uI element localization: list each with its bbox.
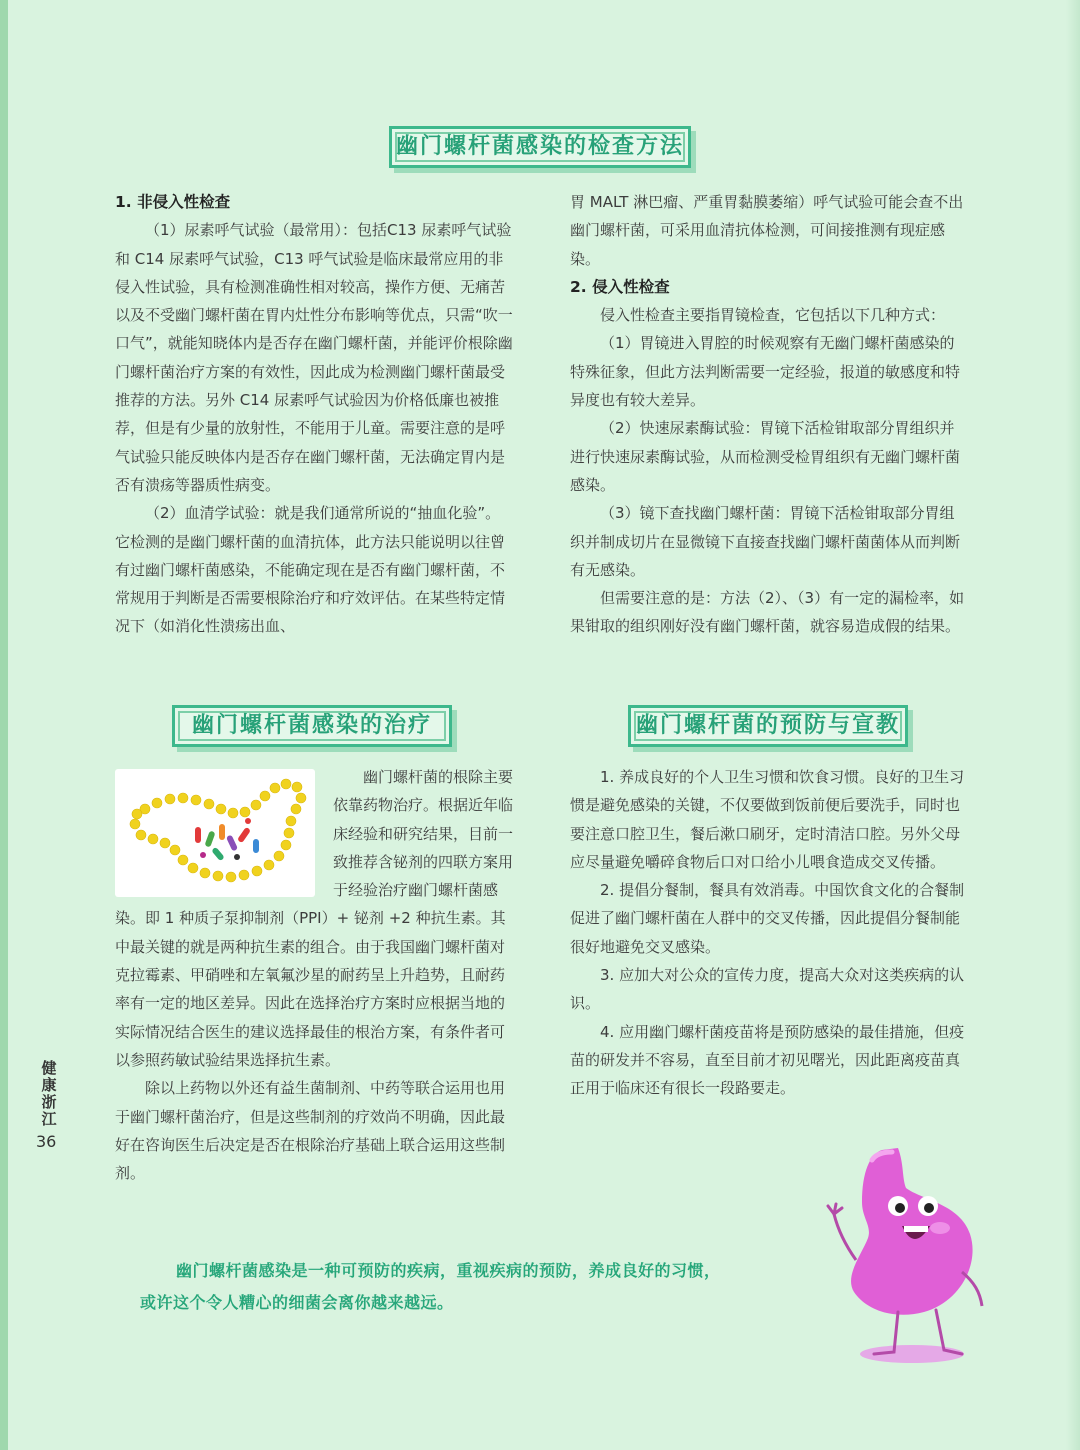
exam-column-left <box>115 188 513 641</box>
noninvasive-heading: 1. 非侵入性检查 <box>115 193 231 211</box>
stomach-mascot-illustration <box>810 1142 1000 1368</box>
prevention-item-4: 4. 应用幽门螺杆菌疫苗将是预防感染的最佳措施，但疫苗的研发并不容易，直至目前才初见曙光，因此距离疫苗真正用于临床还有很长一段路要走。 <box>570 1022 965 1098</box>
magazine-char: 江 <box>41 1110 57 1128</box>
invasive-intro: 侵入性检查主要指胃镜检查，它包括以下几种方式： <box>600 306 946 325</box>
magazine-char: 康 <box>41 1076 57 1094</box>
endoscopy-observation: （1）胃镜进入胃腔的时候观察有无幽门螺杆菌感染的特殊征象，但此方法判断需要一定经验，报道的敏感度和特异度也有较大差异。 <box>570 334 961 410</box>
page-number: 36 <box>36 1132 57 1151</box>
treatment-paragraph-2: 除以上药物以外还有益生菌制剂、中药等联合运用也用于幽门螺杆菌治疗，但是这些制剂的疗效尚不明确，因此最好在咨询医生后决定是否在根除治疗基础上联合运用这些制剂。 <box>115 1079 506 1183</box>
breath-test-paragraph: （1）尿素呼气试验（最常用）：包括C13 尿素呼气试验和 C14 尿素呼气试验，C13 呼气试验是临床最常应用的非侵入性试验，具有检测准确性相对较高，操作方便、无痛苦以及不受幽门螺杆菌在胃内灶性分布影响等优点，只需“吹一口气”，就能知晓体内是否存在幽门螺杆菌，并能评价根除幽门螺杆菌治疗方案的有效性，因此成为检测幽门螺杆菌最受推荐的方法。另外 C14 尿素呼气试验因为价格低廉也被推荐，但是有少量的放射性，不能用于儿童。需要注意的是呼气试验只能反映体内是否存在幽门螺杆菌，无法确定胃内是否有溃疡等器质性病变。 <box>115 221 513 494</box>
exam-column-right <box>570 188 968 641</box>
serology-paragraph-start: （2）血清学试验：就是我们通常所说的“抽血化验”。它检测的是幽门螺杆菌的血清抗体，此方法只能说明以往曾有过幽门螺杆菌感染，不能确定现在是否有幽门螺杆菌，不常规用于判断是否需要根除治疗和疗效评估。在某些特定情况下（如消化性溃疡出血、 <box>115 504 506 636</box>
treatment-paragraph-1: 幽门螺杆菌的根除主要依靠药物治疗。根据近年临床经验和研究结果，目前一致推荐含铋剂的四联方案用于经验治疗幽门螺杆菌感染。即 1 种质子泵抑制剂（PPI）+ 铋剂 +2 种抗生素。其中最关键的就是两种抗生素的组合。由于我国幽门螺杆菌对克拉霉素、甲硝唑和左氧氟沙星的耐药呈上升趋势，且耐药率有一定的地区差异。因此在选择治疗方案时应根据当地的实际情况结合医生的建议选择最佳的根治方案，有条件者可以参照药敏试验结果选择抗生素。 <box>115 768 514 1069</box>
magazine-name-vertical <box>38 1060 60 1128</box>
page-edge <box>1066 0 1080 1450</box>
prevention-item-3: 3. 应加大对公众的宣传力度，提高大众对这类疾病的认识。 <box>570 966 965 1013</box>
closing-line-1: 幽门螺杆菌感染是一种可预防的疾病，重视疾病的预防，养成良好的习惯， <box>176 1261 721 1280</box>
false-negative-note: 但需要注意的是：方法（2）、（3）有一定的漏检率，如果钳取的组织刚好没有幽门螺杆菌，就容易造成假的结果。 <box>570 589 965 636</box>
prevention-section-title: 幽门螺杆菌的预防与宣教 <box>628 705 908 747</box>
magazine-char: 健 <box>41 1059 57 1077</box>
exam-section-title: 幽门螺杆菌感染的检查方法 <box>389 126 691 168</box>
microscopy-test: （3）镜下查找幽门螺杆菌：胃镜下活检钳取部分胃组织并制成切片在显微镜下直接查找幽门螺杆菌菌体从而判断有无感染。 <box>570 504 961 579</box>
stomach-pills-image <box>115 769 315 897</box>
magazine-char: 浙 <box>41 1093 57 1111</box>
closing-line-2: 或许这个令人糟心的细菌会离你越来越远。 <box>140 1293 454 1312</box>
binding-spine <box>0 0 8 1450</box>
prevention-item-2: 2. 提倡分餐制，餐具有效消毒。中国饮食文化的合餐制促进了幽门螺杆菌在人群中的交叉传播，因此提倡分餐制能很好地避免交叉感染。 <box>570 881 965 956</box>
treatment-column <box>115 763 513 1187</box>
treatment-section-title: 幽门螺杆菌感染的治疗 <box>172 705 452 747</box>
prevention-item-1: 1. 养成良好的个人卫生习惯和饮食习惯。良好的卫生习惯是避免感染的关键，不仅要做到饭前便后要洗手，同时也要注意口腔卫生，餐后漱口刷牙，定时清洁口腔。另外父母应尽量避免嚼碎食物后口对口给小儿喂食造成交叉传播。 <box>570 768 965 871</box>
serology-paragraph-end: 胃 MALT 淋巴瘤、严重胃黏膜萎缩）呼气试验可能会查不出幽门螺杆菌，可采用血清抗体检测，可间接推测有现症感染。 <box>570 193 964 268</box>
invasive-heading: 2. 侵入性检查 <box>570 277 670 296</box>
urease-test: （2）快速尿素酶试验：胃镜下活检钳取部分胃组织并进行快速尿素酶试验，从而检测受检胃组织有无幽门螺杆菌感染。 <box>570 419 961 494</box>
prevention-column <box>570 763 968 1103</box>
